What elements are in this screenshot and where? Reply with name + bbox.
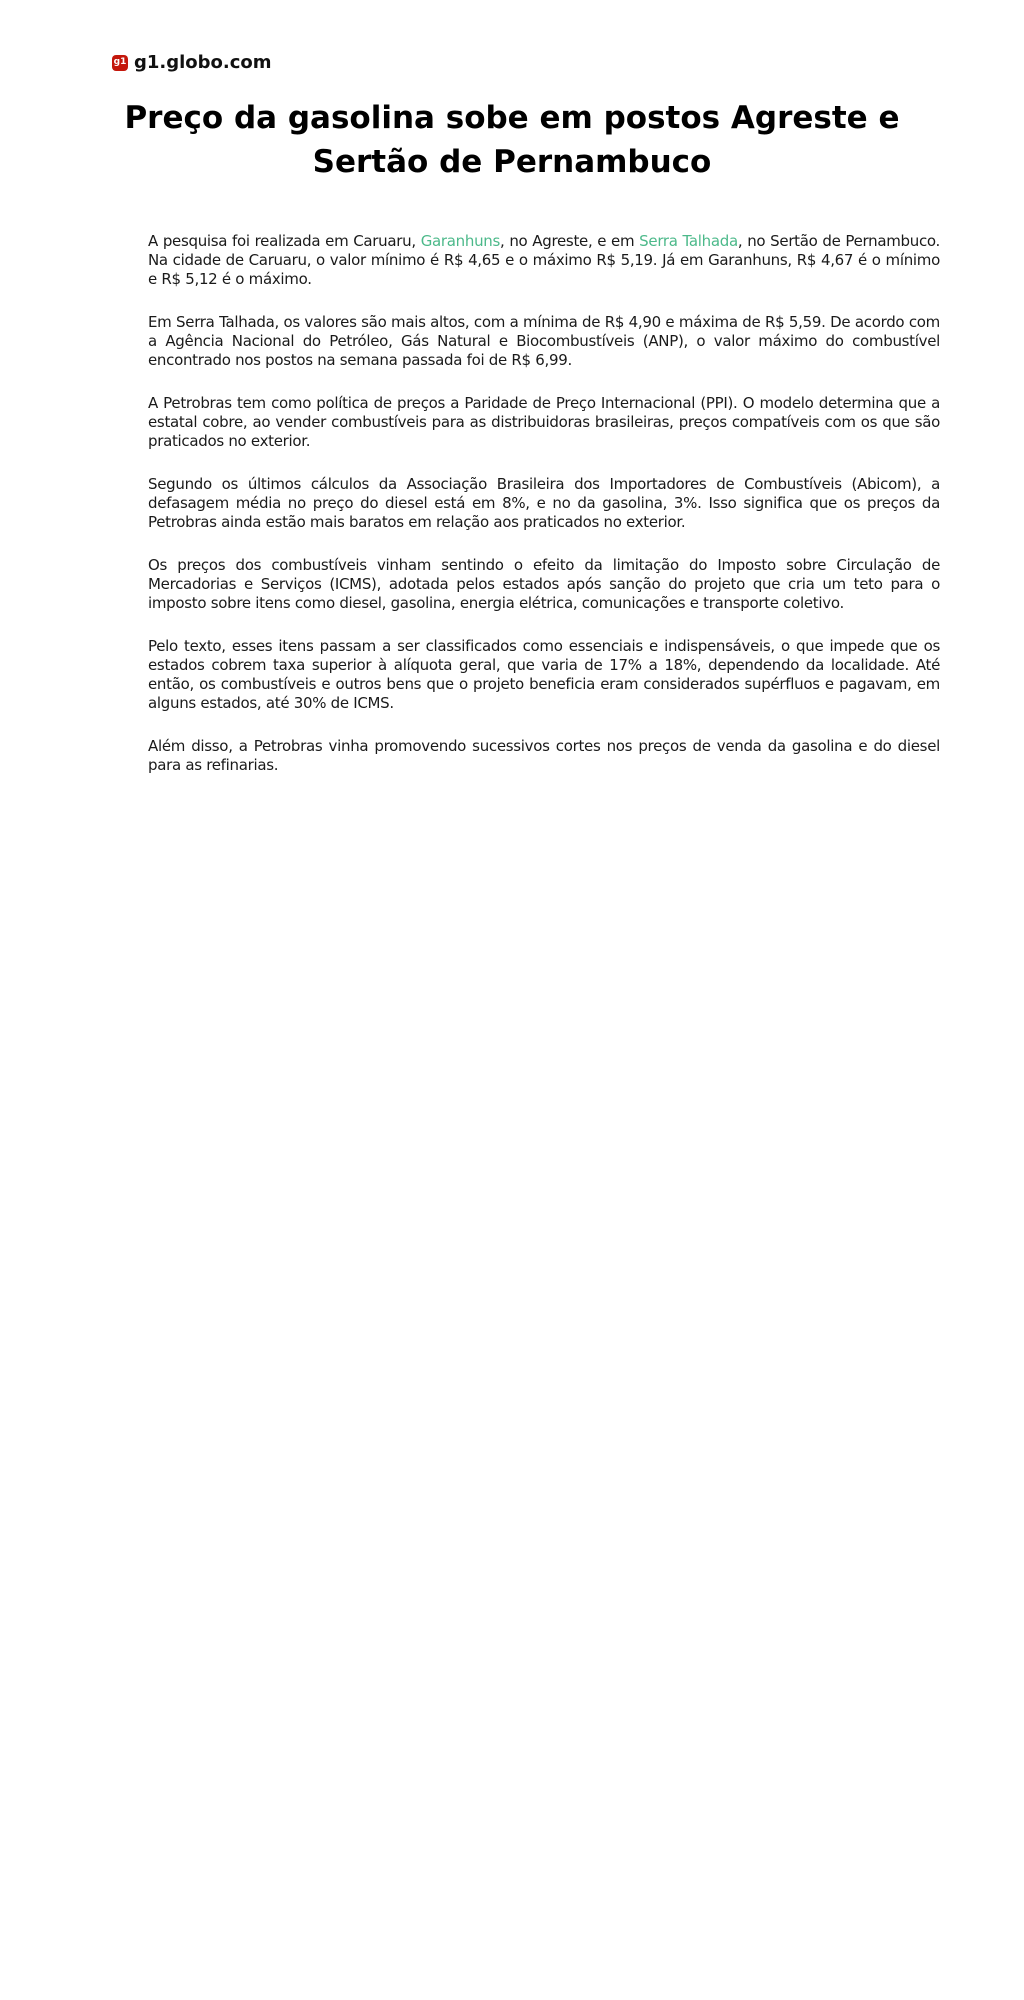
site-name[interactable]: g1.globo.com: [134, 52, 272, 73]
article-paragraph-4: Segundo os últimos cálculos da Associação Brasileira dos Importadores de Combustíveis (Abicom), a defasagem média no preço do diesel está em 8%, e no da gasolina, 3%. Isso significa que os preços da Petrobras ainda estão mais baratos em relação aos praticados no exterior.: [148, 475, 940, 531]
article-title: Preço da gasolina sobe em postos Agreste e Sertão de Pernambuco: [124, 100, 900, 180]
paragraph-1-text-a: A pesquisa foi realizada em Caruaru,: [148, 232, 421, 250]
garanhuns-link[interactable]: Garanhuns: [420, 232, 501, 250]
article-paragraph-7: Além disso, a Petrobras vinha promovendo sucessivos cortes nos preços de venda da gasolina e do diesel para as refinarias.: [148, 737, 940, 774]
article-paragraph-3: A Petrobras tem como política de preços a Paridade de Preço Internacional (PPI). O modelo determina que a estatal cobre, ao vender combustíveis para as distribuidoras brasileiras, preços compatíveis com os que são praticados no exterior.: [148, 394, 940, 450]
article-paragraph-5: Os preços dos combustíveis vinham sentindo o efeito da limitação do Imposto sobre Circulação de Mercadorias e Serviços (ICMS), adotada pelos estados após sanção do projeto que cria um teto para o imposto sobre itens como diesel, gasolina, energia elétrica, comunicações e transporte coletivo.: [148, 556, 940, 612]
paragraph-1-text-b: , no Agreste, e em: [500, 232, 640, 250]
article-body: [148, 232, 940, 799]
g1-logo-icon[interactable]: g1: [112, 55, 128, 71]
article-paragraph-1: [148, 232, 940, 289]
paragraph-1-text-c: , no Sertão de Pernambuco. Na cidade de Caruaru, o valor mínimo é R$ 4,65 e o máximo R$ 5,19. Já em Garanhuns, R$ 4,67 é o mínimo e R$ 5,12 é o máximo.: [148, 232, 941, 288]
article-paragraph-6: Pelo texto, esses itens passam a ser classificados como essenciais e indispensáveis, o que impede que os estados cobrem taxa superior à alíquota geral, que varia de 17% a 18%, dependendo da localidade. Até então, os combustíveis e outros bens que o projeto beneficia eram considerados supérfluos e pagavam, em alguns estados, até 30% de ICMS.: [148, 637, 940, 712]
serra-talhada-link[interactable]: Serra Talhada: [639, 232, 738, 250]
article-paragraph-2: Em Serra Talhada, os valores são mais altos, com a mínima de R$ 4,90 e máxima de R$ 5,59. De acordo com a Agência Nacional do Petróleo, Gás Natural e Biocombustíveis (ANP), o valor máximo do combustível encontrado nos postos na semana passada foi de R$ 6,99.: [148, 313, 940, 369]
site-header: [112, 52, 272, 73]
